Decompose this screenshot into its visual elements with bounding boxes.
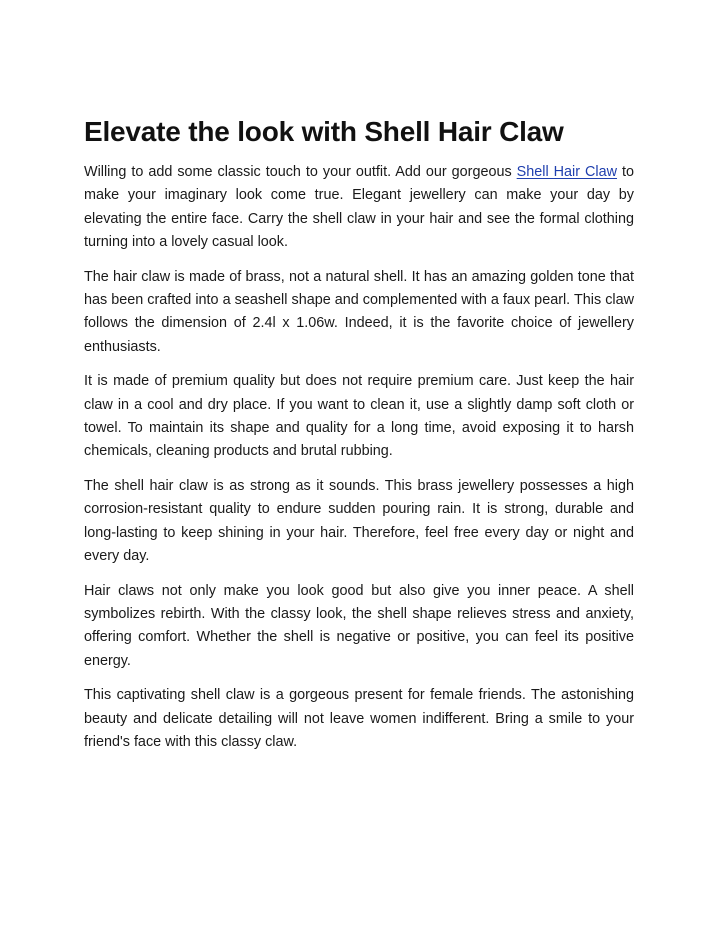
shell-hair-claw-link[interactable]: Shell Hair Claw — [516, 164, 618, 180]
paragraph-intro-text-end: to make your imaginary look come true. Elegant jewellery can make your day by elevating the entire face. Carry the shell claw in your hair and see the formal clothing turning into a lovely casual look. — [84, 164, 635, 251]
paragraph-gift: This captivating shell claw is a gorgeous present for female friends. The astonishing beauty and delicate detailing will not leave women indifferent. Bring a smile to your friend's face with this classy claw. — [84, 687, 634, 750]
paragraph-intro — [84, 161, 634, 255]
page-title: Elevate the look with Shell Hair Claw — [84, 116, 564, 147]
paragraph-durability: The shell hair claw is as strong as it sounds. This brass jewellery possesses a high corrosion-resistant quality to endure sudden pouring rain. It is strong, durable and long-lasting to keep shining in your hair. Therefore, feel free every day or night and every day. — [84, 477, 634, 565]
paragraph-material: The hair claw is made of brass, not a natural shell. It has an amazing golden tone that has been crafted into a seashell shape and complemented with a faux pearl. This claw follows the dimension of 2.4l x 1.06w. Indeed, it is the favorite choice of jewellery enthusiasts. — [84, 268, 634, 355]
paragraph-care: It is made of premium quality but does not require premium care. Just keep the hair claw in a cool and dry place. If you want to clean it, use a slightly damp soft cloth or towel. To maintain its shape and quality for a long time, avoid exposing it to harsh chemicals, cleaning products and brutal rubbing. — [84, 373, 634, 460]
paragraph-energy: Hair claws not only make you look good but also give you inner peace. A shell symbolizes rebirth. With the classy look, the shell shape relieves stress and anxiety, offering comfort. Whether the shell is negative or positive, you can feel its positive energy. — [84, 582, 634, 669]
paragraph-intro-text-start: Willing to add some classic touch to your outfit. Add our gorgeous — [84, 164, 517, 180]
document-page — [84, 112, 634, 765]
